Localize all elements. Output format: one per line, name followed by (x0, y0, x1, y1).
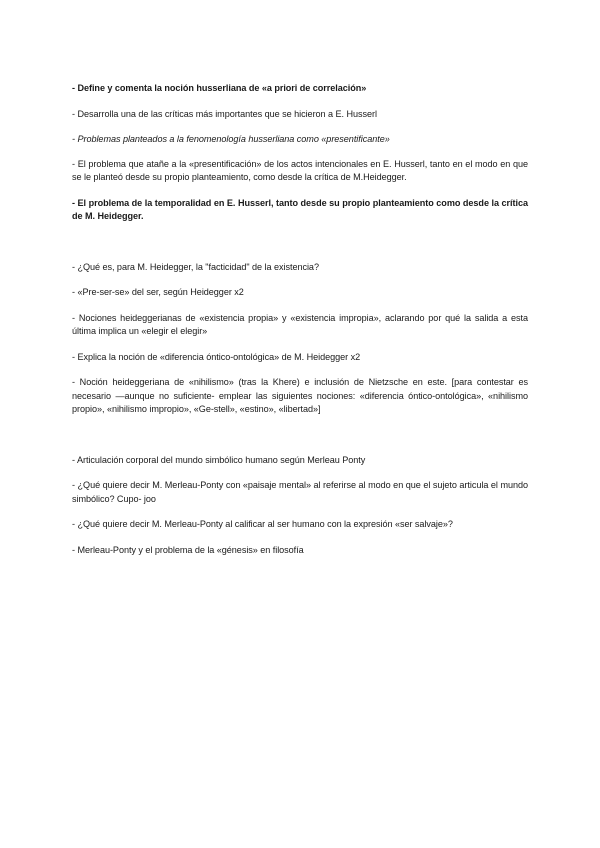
question-problemas-presentificante: - Problemas planteados a la fenomenología husserliana como «presentificante» (72, 134, 390, 144)
question-ser-salvaje: - ¿Qué quiere decir M. Merleau-Ponty al calificar al ser humano con la expresión «ser salvaje»? (72, 519, 453, 529)
question-criticas-husserl: - Desarrolla una de las críticas más importantes que se hicieron a E. Husserl (72, 108, 377, 119)
question-existencia-propia-impropia: - Nociones heideggerianas de «existencia propia» y «existencia impropia», aclarando por qué la salida a esta última implica un «elegir el elegir» (72, 312, 528, 336)
question-nihilismo: - Noción heideggeriana de «nihilismo» (tras la Khere) e inclusión de Nietzsche en este. [para contestar es necesario —aunque no suficiente- emplear las siguientes nociones: «diferencia óntico-ontológica», «nihilismo propio», «nihilismo impropio», «Ge-stell», «estino», «libertad»] (72, 377, 528, 414)
question-diferencia-ontico-ontologica: - Explica la noción de «diferencia óntico-ontológica» de M. Heidegger x2 (72, 351, 361, 362)
question-a-priori-correlacion: - Define y comenta la noción husserliana de «a priori de correlación» (72, 83, 367, 93)
question-facticidad: - ¿Qué es, para M. Heidegger, la "facticidad" de la existencia? (72, 261, 319, 272)
question-temporalidad-husserl: - El problema de la temporalidad en E. Husserl, tanto desde su propio planteamiento como desde la crítica de M. Heidegger. (72, 197, 528, 221)
question-presentificacion-actos: - El problema que atañe a la «presentificación» de los actos intencionales en E. Husserl, tanto en el modo en que se le planteó desde su propio planteamiento, como desde la crítica de M.Heidegger. (72, 158, 528, 182)
question-paisaje-mental: - ¿Qué quiere decir M. Merleau-Ponty con «paisaje mental» al referirse al modo en que el sujeto articula el mundo simbólico? Cupo- joo (72, 480, 528, 504)
question-pre-ser-se: - «Pre-ser-se» del ser, según Heidegger x2 (72, 287, 244, 297)
question-articulacion-corporal: - Articulación corporal del mundo simbólico humano según Merleau Ponty (72, 454, 366, 465)
question-genesis: - Merleau-Ponty y el problema de la «génesis» en filosofía (72, 544, 304, 555)
